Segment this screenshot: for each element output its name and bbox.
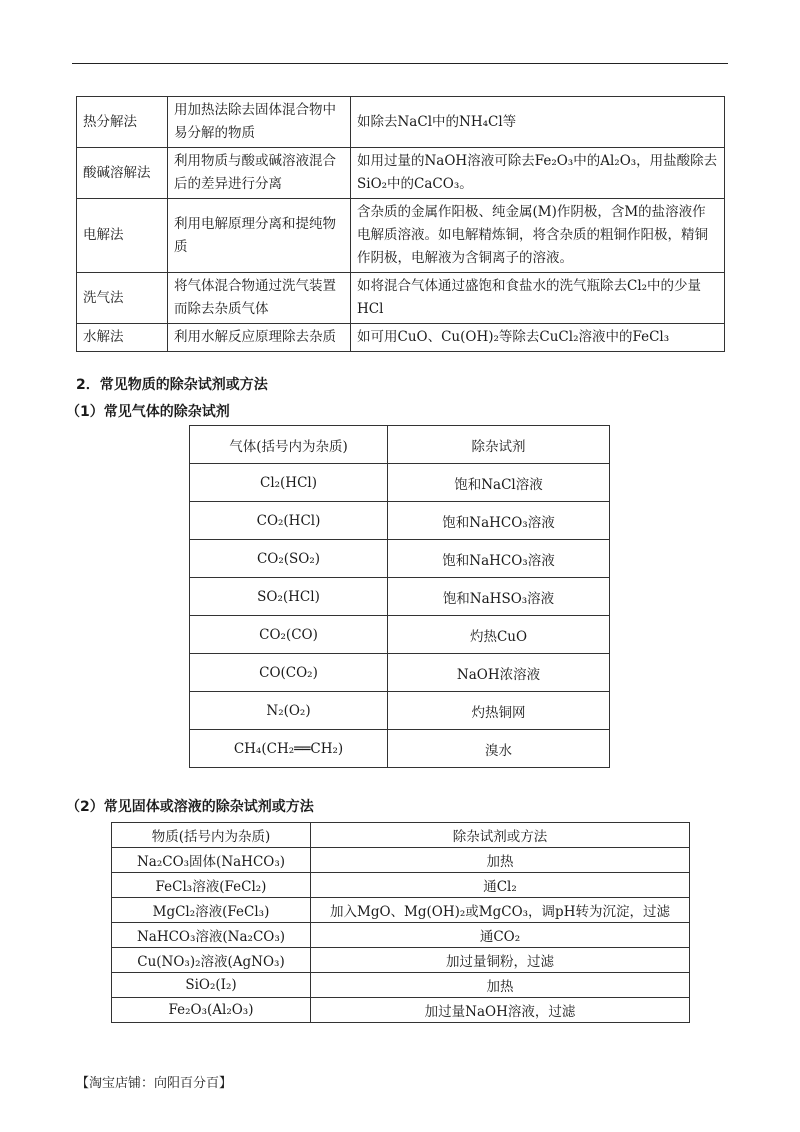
table-row (190, 578, 610, 616)
method-example: 含杂质的金属作阳极、纯金属(M)作阴极，含M的盐溶液作电解质溶液。如电解精炼铜，将含杂质的粗铜作阳极，精铜作阴极，电解液为含铜离子的溶液。 (351, 199, 725, 273)
table-row (112, 948, 690, 973)
gas-impurity-table (189, 425, 610, 768)
gas-cell: CH₄(CH₂══CH₂) (190, 730, 388, 768)
gas-cell: CO₂(SO₂) (190, 540, 388, 578)
method-name: 酸碱溶解法 (77, 148, 168, 199)
method-cell: 加入MgO、Mg(OH)₂或MgCO₃，调pH转为沉淀，过滤 (311, 898, 690, 923)
method-principle: 用加热法除去固体混合物中易分解的物质 (168, 97, 351, 148)
table-row (77, 97, 725, 148)
footer-shop-note: 【淘宝店铺：向阳百分百】 (76, 1076, 233, 1091)
column-header: 除杂试剂或方法 (311, 823, 690, 848)
method-principle: 将气体混合物通过洗气装置而除去杂质气体 (168, 273, 351, 324)
method-example: 如可用CuO、Cu(OH)₂等除去CuCl₂溶液中的FeCl₃ (351, 324, 725, 352)
gas-cell: SO₂(HCl) (190, 578, 388, 616)
method-cell: 加热 (311, 973, 690, 998)
table-row (190, 502, 610, 540)
reagent-cell: 饱和NaHSO₃溶液 (388, 578, 610, 616)
table-row (77, 324, 725, 352)
table-row (190, 464, 610, 502)
column-header: 物质(括号内为杂质) (112, 823, 311, 848)
table-row (77, 199, 725, 273)
table-row (112, 848, 690, 873)
reagent-cell: NaOH浓溶液 (388, 654, 610, 692)
table-row (112, 873, 690, 898)
reagent-cell: 饱和NaCl溶液 (388, 464, 610, 502)
gas-cell: N₂(O₂) (190, 692, 388, 730)
column-header: 除杂试剂 (388, 426, 610, 464)
header-rule (72, 63, 728, 64)
separation-methods-table (76, 96, 725, 352)
method-name: 水解法 (77, 324, 168, 352)
method-example: 如除去NaCl中的NH₄Cl等 (351, 97, 725, 148)
table-row (190, 654, 610, 692)
substance-cell: MgCl₂溶液(FeCl₃) (112, 898, 311, 923)
method-principle: 利用物质与酸或碱溶液混合后的差异进行分离 (168, 148, 351, 199)
method-name: 洗气法 (77, 273, 168, 324)
method-example: 如将混合气体通过盛饱和食盐水的洗气瓶除去Cl₂中的少量HCl (351, 273, 725, 324)
table-row (112, 898, 690, 923)
table-row (112, 998, 690, 1023)
method-example: 如用过量的NaOH溶液可除去Fe₂O₃中的Al₂O₃，用盐酸除去SiO₂中的CaCO₃。 (351, 148, 725, 199)
table-row (112, 923, 690, 948)
substance-cell: SiO₂(I₂) (112, 973, 311, 998)
table-row (190, 616, 610, 654)
table-row (112, 973, 690, 998)
table-row (77, 148, 725, 199)
reagent-cell: 饱和NaHCO₃溶液 (388, 502, 610, 540)
reagent-cell: 饱和NaHCO₃溶液 (388, 540, 610, 578)
substance-cell: FeCl₃溶液(FeCl₂) (112, 873, 311, 898)
reagent-cell: 灼热CuO (388, 616, 610, 654)
method-cell: 加过量铜粉，过滤 (311, 948, 690, 973)
method-principle: 利用电解原理分离和提纯物质 (168, 199, 351, 273)
method-name: 热分解法 (77, 97, 168, 148)
method-cell: 加热 (311, 848, 690, 873)
method-cell: 通Cl₂ (311, 873, 690, 898)
gas-cell: Cl₂(HCl) (190, 464, 388, 502)
method-cell: 通CO₂ (311, 923, 690, 948)
subsection-heading-gas: （1）常见气体的除杂试剂 (66, 404, 230, 420)
method-name: 电解法 (77, 199, 168, 273)
table-row (190, 692, 610, 730)
gas-cell: CO(CO₂) (190, 654, 388, 692)
reagent-cell: 灼热铜网 (388, 692, 610, 730)
table-header-row (112, 823, 690, 848)
method-principle: 利用水解反应原理除去杂质 (168, 324, 351, 352)
substance-cell: NaHCO₃溶液(Na₂CO₃) (112, 923, 311, 948)
table-header-row (190, 426, 610, 464)
table-row (190, 540, 610, 578)
column-header: 气体(括号内为杂质) (190, 426, 388, 464)
substance-cell: Na₂CO₃固体(NaHCO₃) (112, 848, 311, 873)
table-row (190, 730, 610, 768)
method-cell: 加过量NaOH溶液，过滤 (311, 998, 690, 1023)
substance-cell: Fe₂O₃(Al₂O₃) (112, 998, 311, 1023)
reagent-cell: 溴水 (388, 730, 610, 768)
solid-solution-impurity-table (111, 822, 690, 1023)
gas-cell: CO₂(CO) (190, 616, 388, 654)
section-heading: 2．常见物质的除杂试剂或方法 (76, 377, 268, 393)
substance-cell: Cu(NO₃)₂溶液(AgNO₃) (112, 948, 311, 973)
table-row (77, 273, 725, 324)
subsection-heading-solid: （2）常见固体或溶液的除杂试剂或方法 (66, 799, 314, 815)
gas-cell: CO₂(HCl) (190, 502, 388, 540)
